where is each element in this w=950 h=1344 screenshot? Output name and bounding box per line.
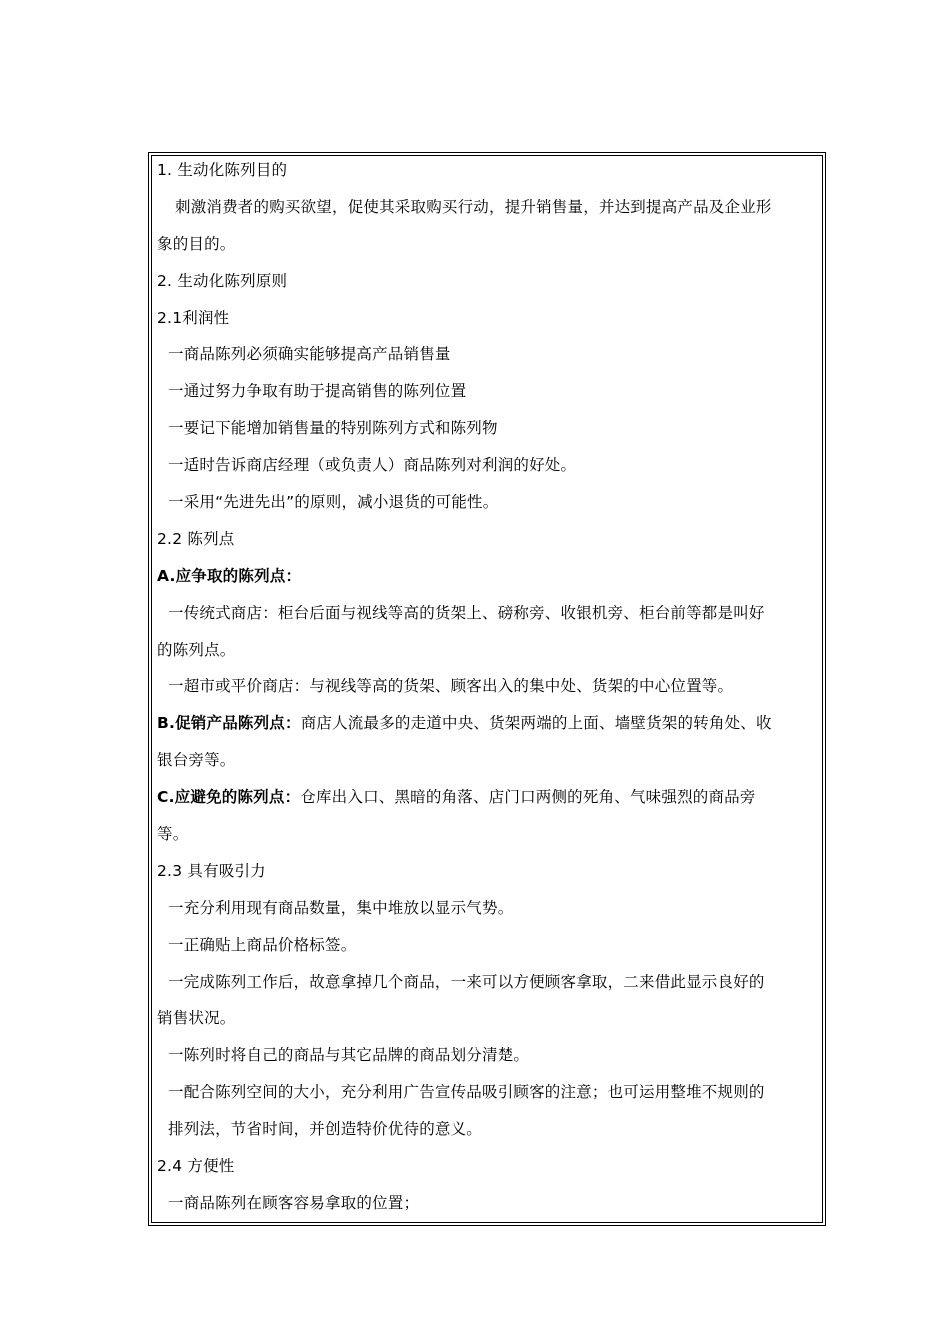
heading-2: 2. 生动化陈列原则: [157, 271, 288, 290]
label-b-text: 商店人流最多的走道中央、货架两端的上面、墙壁货架的转角处、收: [300, 714, 772, 733]
list-item: 一适时告诉商店经理（或负责人）商品陈列对利润的好处。: [168, 456, 577, 475]
paragraph-line: 银台旁等。: [157, 751, 236, 770]
paragraph-line: 象的目的。: [157, 234, 236, 253]
list-item: 一采用“先进先出”的原则，减小退货的可能性。: [168, 493, 499, 512]
subheading-2-2: 2.2 陈列点: [157, 529, 235, 548]
heading-1: 1. 生动化陈列目的: [157, 161, 288, 179]
paragraph-line: 排列法，节省时间，并创造特价优待的意义。: [168, 1120, 483, 1139]
subheading-2-3: 2.3 具有吸引力: [157, 861, 266, 880]
list-item: 一通过努力争取有助于提高销售的陈列位置: [168, 382, 467, 401]
list-item: 一配合陈列空间的大小，充分利用广告宣传品吸引顾客的注意；也可运用整堆不规则的: [168, 1083, 765, 1102]
list-item: 一传统式商店：柜台后面与视线等高的货架上、磅称旁、收银机旁、柜台前等都是叫好: [168, 603, 765, 622]
subheading-2-1: 2.1利润性: [157, 308, 230, 327]
list-item: 一商品陈列在顾客容易拿取的位置；: [168, 1193, 420, 1212]
paragraph-line: 销售状况。: [157, 1009, 236, 1028]
list-item: 一完成陈列工作后，故意拿掉几个商品，一来可以方便顾客拿取，二来借此显示良好的: [168, 972, 765, 991]
list-item: 一陈列时将自己的商品与其它品牌的商品划分清楚。: [168, 1046, 530, 1065]
document-content: [157, 152, 817, 1222]
paragraph-line: 刺激消费者的购买欲望，促使其采取购买行动，提升销售量，并达到提高产品及企业形: [175, 197, 772, 216]
paragraph-line: [157, 705, 817, 742]
label-c: C.应避免的陈列点：: [157, 788, 301, 807]
list-item: 一正确贴上商品价格标签。: [168, 935, 357, 954]
paragraph-line: 的陈列点。: [157, 640, 236, 659]
label-c-text: 仓库出入口、黑暗的角落、店门口两侧的死角、气味强烈的商品旁: [300, 788, 756, 807]
paragraph-line: [157, 779, 817, 816]
list-item: 一超市或平价商店：与视线等高的货架、顾客出入的集中处、货架的中心位置等。: [168, 677, 734, 696]
list-item: 一充分利用现有商品数量，集中堆放以显示气势。: [168, 898, 514, 917]
list-item: 一要记下能增加销售量的特别陈列方式和陈列物: [168, 419, 498, 438]
label-b: B.促销产品陈列点：: [157, 714, 301, 733]
paragraph-line: 等。: [157, 825, 189, 844]
list-item: 一商品陈列必须确实能够提高产品销售量: [168, 345, 451, 364]
subheading-2-4: 2.4 方便性: [157, 1157, 235, 1176]
label-a: A.应争取的陈列点：: [157, 566, 302, 585]
